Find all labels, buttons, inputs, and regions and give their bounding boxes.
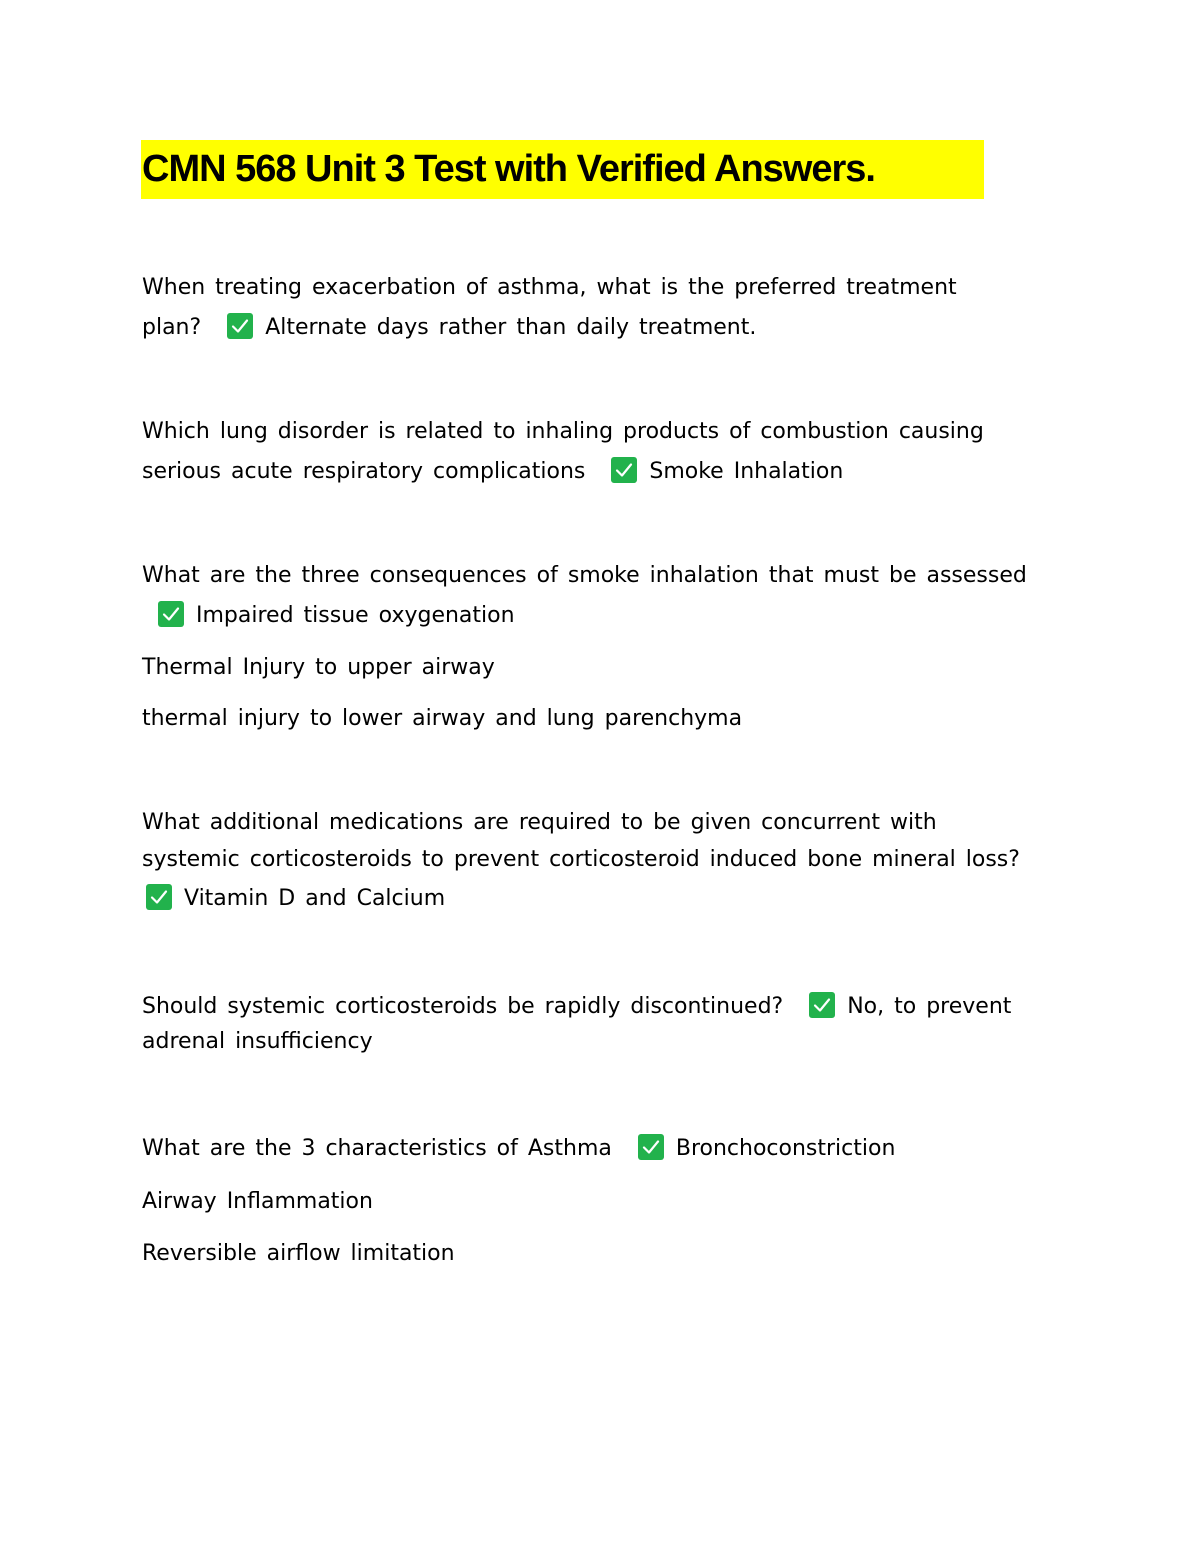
answer-6: Bronchoconstriction [675,1136,896,1161]
answer-5: No, to prevent [847,994,1012,1019]
question-5-line-1 [142,992,1011,1022]
check-mark-icon [638,1134,664,1160]
question-3-line-1: What are the three consequences of smoke inhalation that must be assessed [142,563,1027,588]
document-title: CMN 568 Unit 3 Test with Verified Answers. [141,140,984,199]
answer-3-extra-1: Thermal Injury to upper airway [142,655,495,680]
answer-5-continued: adrenal insufficiency [142,1029,373,1054]
check-mark-icon [809,992,835,1018]
answer-3-extra-2: thermal injury to lower airway and lung parenchyma [142,706,743,731]
check-mark-icon [611,457,637,483]
question-1-line-2 [142,313,756,343]
check-mark-icon [158,601,184,627]
answer-3: Impaired tissue oxygenation [196,603,515,628]
question-4-line-1: What additional medications are required to be given concurrent with [142,810,937,835]
question-2-line-1: Which lung disorder is related to inhaling products of combustion causing [142,419,984,444]
check-mark-icon [227,313,253,339]
question-4-line-2: systemic corticosteroids to prevent corticosteroid induced bone mineral loss? [142,847,1020,872]
question-5-text: Should systemic corticosteroids be rapidly discontinued? [142,994,784,1019]
question-6-line-1 [142,1134,895,1164]
question-3-answer-line [158,601,515,631]
check-mark-icon [146,884,172,910]
answer-6-extra-2: Reversible airflow limitation [142,1241,455,1266]
answer-1: Alternate days rather than daily treatment. [265,315,757,340]
question-2-text: serious acute respiratory complications [142,459,586,484]
answer-6-extra-1: Airway Inflammation [142,1189,373,1214]
question-4-answer-line [146,884,445,914]
answer-4: Vitamin D and Calcium [184,886,446,911]
question-1-text: plan? [142,315,202,340]
answer-2: Smoke Inhalation [649,459,844,484]
question-1-line-1: When treating exacerbation of asthma, what is the preferred treatment [142,275,957,300]
question-6-text: What are the 3 characteristics of Asthma [142,1136,612,1161]
question-2-line-2 [142,457,843,487]
